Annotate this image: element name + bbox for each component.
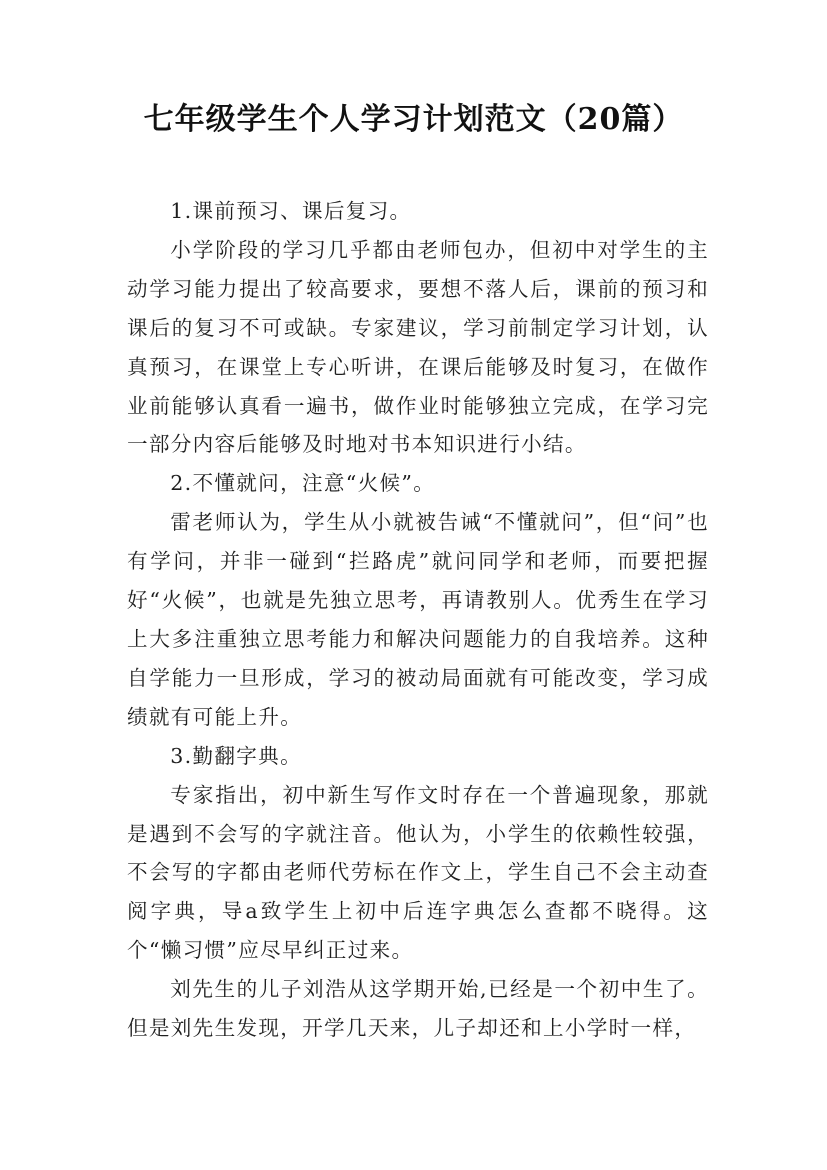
body-paragraph: 小学阶段的学习几乎都由老师包办，但初中对学生的主动学习能力提出了较高要求，要想不落人后，课前的预习和课后的复习不可或缺。专家建议，学习前制定学习计划，认真预习，在课堂上专心听讲，在课后能够及时复习，在做作业前能够认真看一遍书，做作业时能够独立完成，在学习完一部分内容后能够及时地对书本知识进行小结。 (127, 237, 709, 457)
section-heading: 3.勤翻字典。 (170, 743, 302, 768)
body-paragraph: 雷老师认为，学生从小就被告诫“不懂就问”，但“问”也有学问，并非一碰到“拦路虎”就问同学和老师，而要把握好“火候”，也就是先独立思考，再请教别人。优秀生在学习上大多注重独立思考能力和解决问题能力的自我培养。这种自学能力一旦形成，学习的被动局面就有可能改变，学习成绩就有可能上升。 (127, 510, 709, 729)
section-heading: 1.课前预习、课后复习。 (170, 199, 412, 223)
section-heading: 2.不懂就问，注意“火候”。 (170, 471, 436, 496)
document-title: 七年级学生个人学习计划范文（20篇） (143, 102, 684, 137)
body-paragraph: 刘先生的儿子刘浩从这学期开始,已经是一个初中生了。但是刘先生发现，开学几天来，儿子却还和上小学时一样， (127, 977, 709, 1041)
body-paragraph: 专家指出，初中新生写作文时存在一个普遍现象，那就是遇到不会写的字就注音。他认为，小学生的依赖性较强，不会写的字都由老师代劳标在作文上，学生自己不会主动查阅字典，导a致学生上初中后连字典怎么查都不晓得。这个“懒习惯”应尽早纠正过来。 (127, 782, 709, 963)
document-body (127, 192, 709, 1048)
